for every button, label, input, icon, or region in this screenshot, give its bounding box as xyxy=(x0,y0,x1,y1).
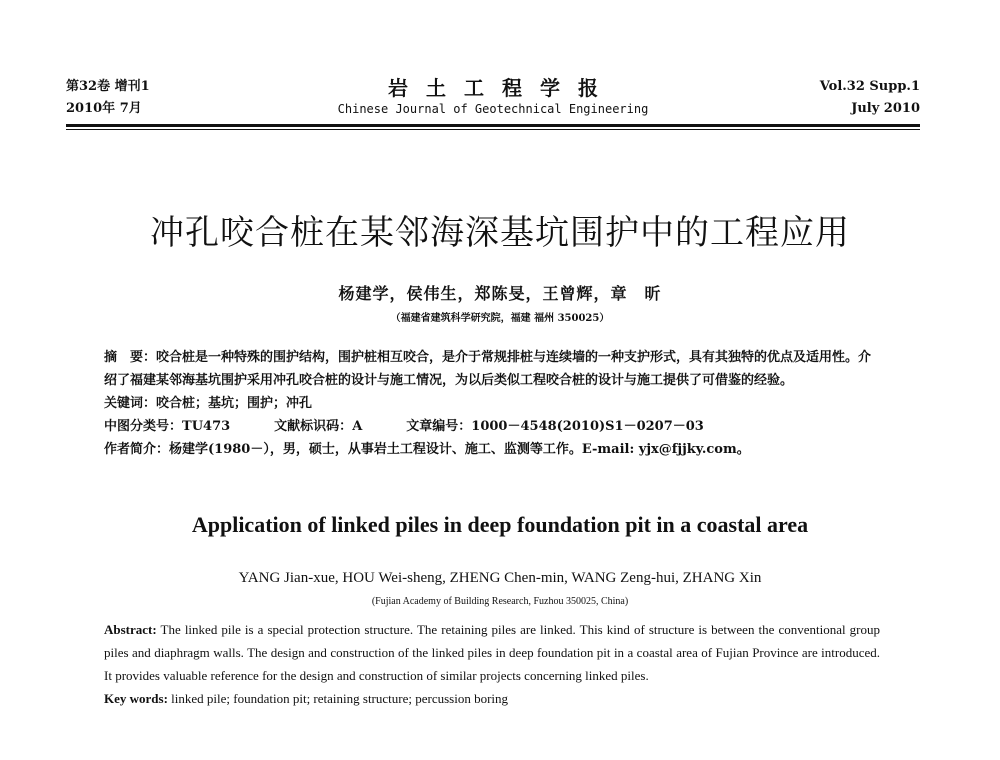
keywords-cn xyxy=(104,392,884,415)
journal-name-en: Chinese Journal of Geotechnical Engineering xyxy=(337,102,649,116)
paper-title-cn: 冲孔咬合桩在某邻海深基坑围护中的工程应用 xyxy=(150,213,850,253)
journal-name-cn: 岩土工程学报 xyxy=(388,76,616,100)
abstract-en-label: Abstract: xyxy=(104,622,157,637)
affiliation-en: (Fujian Academy of Building Research, Fuzhou 350025, China) xyxy=(371,596,629,607)
affiliation-cn: （福建省建筑科学研究院，福建 福州 350025） xyxy=(390,313,610,324)
header-center xyxy=(66,76,920,118)
header-rule-thick xyxy=(66,124,920,127)
date-cn: 2010年 7月 xyxy=(66,101,142,116)
volume-cn: 第32卷 增刊1 xyxy=(66,79,150,94)
doc-code-label: 文献标识码： xyxy=(274,419,353,434)
abstract-cn xyxy=(104,346,884,392)
header-rule-thin xyxy=(66,129,920,130)
date-en: July 2010 xyxy=(851,101,920,116)
abstract-cn-label: 摘 要： xyxy=(104,350,157,365)
author-intro xyxy=(104,438,884,461)
english-front-matter xyxy=(104,618,880,710)
abstract-en xyxy=(104,618,880,687)
author-intro-label: 作者简介： xyxy=(104,442,170,457)
clc-value: TU473 xyxy=(182,419,231,434)
keywords-en-label: Key words: xyxy=(104,691,168,706)
article-number-label: 文章编号： xyxy=(406,419,472,434)
header-right xyxy=(820,76,920,120)
article-number-value: 1000－4548(2010)S1－0207－03 xyxy=(471,419,704,434)
volume-en: Vol.32 Supp.1 xyxy=(819,79,920,94)
keywords-cn-label: 关键词： xyxy=(104,396,157,411)
chinese-front-matter xyxy=(104,346,884,461)
classification-line xyxy=(104,415,884,438)
author-intro-text: 杨建学(1980－），男，硕士，从事岩土工程设计、施工、监测等工作。E-mail: yjx@fjjky.com。 xyxy=(169,442,750,457)
abstract-en-text: The linked pile is a special protection structure. The retaining piles are linked. This kind of structure is between the conventional group piles and diaphragm walls. The design and construction of the linked piles in deep foundation pit in a coastal area of Fujian Province are introduced. It provides valuable reference for the design and construction of similar projects concerning linked piles. xyxy=(104,622,880,683)
journal-header xyxy=(66,76,920,124)
doc-code-value: A xyxy=(352,419,363,434)
clc-label: 中图分类号： xyxy=(104,419,183,434)
paper-title-en: Application of linked piles in deep foundation pit in a coastal area xyxy=(191,512,809,537)
authors-en: YANG Jian-xue, HOU Wei-sheng, ZHENG Chen-min, WANG Zeng-hui, ZHANG Xin xyxy=(238,570,762,586)
keywords-cn-text: 咬合桩；基坑；围护；冲孔 xyxy=(156,396,313,411)
abstract-cn-text: 咬合桩是一种特殊的围护结构，围护桩相互咬合，是介于常规排桩与连续墙的一种支护形式，具有其独特的优点及适用性。介绍了福建某邻海基坑围护采用冲孔咬合桩的设计与施工情况，为以后类似工程咬合桩的设计与施工提供了可借鉴的经验。 xyxy=(104,350,872,388)
keywords-en xyxy=(104,687,880,710)
keywords-en-text: linked pile; foundation pit; retaining structure; percussion boring xyxy=(171,691,509,706)
authors-cn: 杨建学，侯伟生，郑陈旻，王曾辉，章 昕 xyxy=(338,284,662,303)
